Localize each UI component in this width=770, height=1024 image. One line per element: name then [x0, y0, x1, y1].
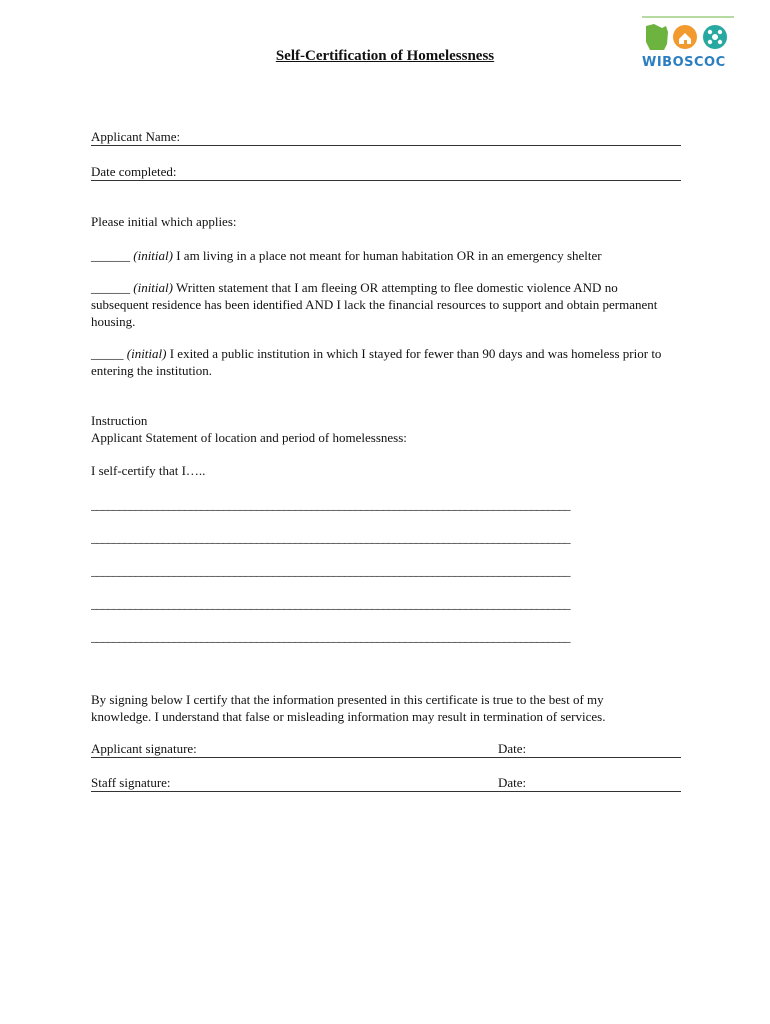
statement-label: Applicant Statement of location and period of homelessness: — [91, 430, 407, 445]
date-completed-field[interactable] — [91, 180, 681, 181]
date-completed-label: Date completed: — [91, 164, 177, 179]
self-certify-text: I self-certify that I….. — [91, 463, 206, 478]
initial-label-2: (initial) — [133, 280, 173, 295]
option-1 — [91, 247, 602, 264]
initial-label-3: (initial) — [126, 346, 167, 361]
initial-label-1: (initial) — [133, 248, 173, 263]
staff-signature-label: Staff signature: — [91, 775, 171, 790]
applicant-date-label: Date: — [498, 741, 527, 756]
initial-blank-1[interactable]: ______ — [91, 248, 130, 263]
staff-signature-line[interactable] — [91, 791, 681, 792]
option-3-text: I exited a public institution in which I stayed for fewer than 90 days and was homeless prior to entering the institution. — [91, 346, 662, 378]
applicant-name-label: Applicant Name: — [91, 129, 181, 144]
initial-blank-3[interactable]: _____ — [91, 346, 124, 361]
staff-date-label: Date: — [498, 775, 527, 790]
instruction-heading: Instruction — [91, 413, 148, 428]
wisconsin-shape-icon — [646, 24, 668, 50]
option-3 — [91, 345, 671, 379]
initial-blank-2[interactable]: ______ — [91, 280, 130, 295]
certification-text: By signing below I certify that the information presented in this certificate is true to the best of my knowledge. I understand that false or misleading information may result in termination of services. — [91, 692, 606, 724]
statement-line-5[interactable]: _______________________________________________________________________________________ — [91, 629, 570, 644]
applicant-signature-line[interactable] — [91, 757, 681, 758]
statement-line-1[interactable]: _______________________________________________________________________________________ — [91, 497, 570, 512]
logo-wordmark: WIBOSCOC — [642, 55, 726, 70]
applicant-name-field[interactable] — [91, 145, 681, 146]
page-title: Self-Certification of Homelessness — [275, 48, 495, 64]
statement-line-4[interactable]: _______________________________________________________________________________________ — [91, 596, 570, 611]
option-1-text: I am living in a place not meant for human habitation OR in an emergency shelter — [172, 248, 602, 263]
option-2-text: Written statement that I am fleeing OR attempting to flee domestic violence AND no subsequent residence has been identified AND I lack the financial resources to support and obtain permanent housing. — [91, 280, 658, 329]
initial-instructions: Please initial which applies: — [91, 214, 237, 229]
statement-line-2[interactable]: _______________________________________________________________________________________ — [91, 530, 570, 545]
applicant-signature-label: Applicant signature: — [91, 741, 197, 756]
statement-line-3[interactable]: _______________________________________________________________________________________ — [91, 563, 570, 578]
option-2 — [91, 279, 671, 330]
